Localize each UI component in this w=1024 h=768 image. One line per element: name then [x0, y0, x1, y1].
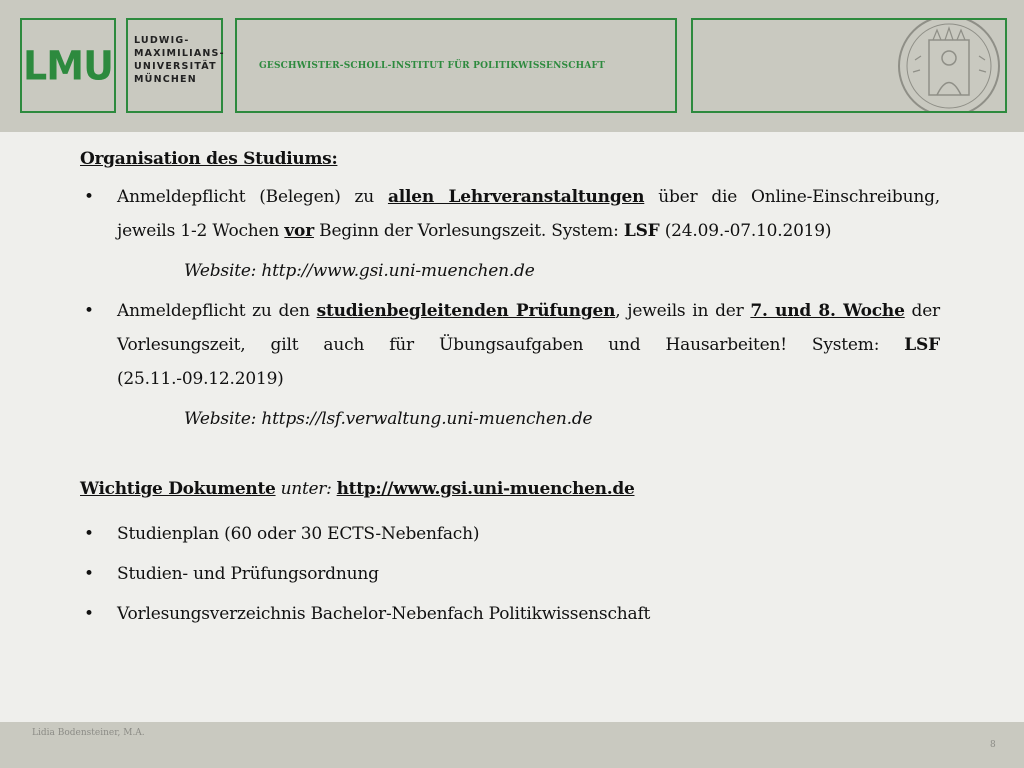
text: Beginn der Vorlesungszeit. System: [313, 221, 624, 241]
university-name-line: UNIVERSITÄT [134, 61, 217, 72]
emphasis: LSF [623, 221, 660, 241]
bullet-registration-courses [80, 180, 940, 248]
slide-footer [0, 722, 1024, 768]
university-name-line: MÜNCHEN [134, 74, 197, 85]
text: Anmeldepflicht (Belegen) zu [117, 187, 388, 207]
author-name: Lidia Bodensteiner, M.A. [32, 728, 145, 738]
documents-heading-bold: Wichtige Dokumente [80, 479, 276, 499]
seal-box [691, 18, 1007, 113]
list-item [80, 554, 940, 594]
bullet-registration-exams [80, 294, 940, 396]
university-seal-icon [893, 20, 1001, 113]
bullet-point: • [84, 301, 94, 321]
list-item-text: Vorlesungsverzeichnis Bachelor-Nebenfach Politikwissenschaft [117, 604, 651, 624]
bullet-point: • [84, 524, 94, 544]
text: über die Online-Einschreibung, jeweils 1-2 Wochen [117, 187, 940, 241]
website-gsi-link[interactable]: Website: http://www.gsi.uni-muenchen.de [184, 261, 535, 281]
emphasis: allen Lehrveranstaltungen [387, 187, 645, 207]
list-item-text: Studien- und Prüfungsordnung [117, 564, 379, 584]
bullet-point: • [84, 564, 94, 584]
text: (24.09.-07.10.2019) [659, 221, 832, 241]
university-name-box [126, 18, 223, 113]
list-item-text: Studienplan (60 oder 30 ECTS-Nebenfach) [117, 524, 480, 544]
slide-header [0, 0, 1024, 132]
website-lsf-link[interactable]: Website: https://lsf.verwaltung.uni-muenchen.de [184, 409, 593, 429]
documents-heading-italic: unter: [275, 479, 337, 499]
documents-url-link[interactable]: http://www.gsi.uni-muenchen.de [336, 479, 635, 499]
text: der Vorlesungszeit, gilt auch für Übungsaufgaben und Hausarbeiten! System: [117, 301, 940, 355]
organisation-heading: Organisation des Studiums: [80, 149, 338, 169]
slide-content [80, 144, 940, 634]
emphasis: 7. und 8. Woche [750, 301, 905, 321]
page-number: 8 [990, 740, 996, 750]
text: Anmeldepflicht zu den [117, 301, 317, 321]
text: (25.11.-09.12.2019) [117, 369, 284, 389]
bullet-point: • [84, 187, 94, 207]
university-name-line: LUDWIG- [134, 35, 190, 46]
emphasis: vor [284, 221, 314, 241]
bullet-point: • [84, 604, 94, 624]
documents-heading [80, 472, 940, 514]
institute-box [235, 18, 677, 113]
list-item [80, 594, 940, 634]
text: , jeweils in der [615, 301, 751, 321]
lmu-logo: LMU [23, 42, 113, 89]
lmu-logo-box [20, 18, 116, 113]
university-name-line: MAXIMILIANS- [134, 48, 225, 59]
institute-name: GESCHWISTER-SCHOLL-INSTITUT FÜR POLITIKWISSENSCHAFT [259, 60, 605, 71]
emphasis: studienbegleitenden Prüfungen [316, 301, 616, 321]
emphasis: LSF [904, 335, 940, 355]
list-item [80, 514, 940, 554]
